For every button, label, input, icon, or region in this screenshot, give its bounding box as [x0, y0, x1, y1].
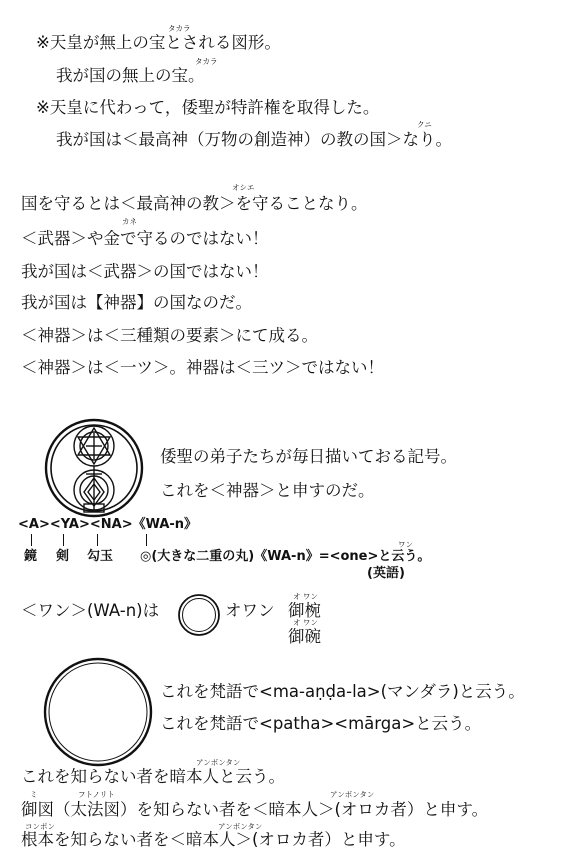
ruby-futonorito: フトノリト — [78, 790, 115, 799]
ruby-takara-1: タカラ — [168, 24, 191, 33]
tick-sword — [63, 534, 64, 546]
owan-kanji-2: 御碗 — [288, 627, 321, 646]
line-4: 我が国は＜最高神（万物の創造神）の教の国＞なり。 — [56, 130, 452, 149]
owan-kanji-1: 御椀 — [288, 601, 321, 620]
ruby-mi: ミ — [30, 790, 38, 799]
sacred-sounds: <A><YA><NA>《WA-n》 — [18, 517, 198, 532]
line-11: 倭聖の弟子たちが毎日描いておる記号。 — [160, 447, 457, 466]
ruby-wan: ワン — [398, 540, 413, 549]
tick-mirror — [31, 534, 32, 546]
line-8: 我が国は【神器】の国なのだ。 — [21, 293, 252, 312]
line-13: ＜ワン＞(WA-n)は — [21, 601, 160, 620]
ruby-takara-2: タカラ — [195, 57, 218, 66]
ruby-kuni: クニ — [417, 120, 432, 129]
ruby-anbontan-2: アンボンタン — [330, 790, 375, 799]
line-18: 根本を知らない者を＜暗本人＞(オロカ者）と申す。 — [21, 830, 406, 849]
ruby-owan-1: オ ワン — [293, 592, 318, 601]
ruby-kane: カネ — [122, 217, 137, 226]
sacred-symbol-figure — [44, 408, 144, 528]
circle-description: ◎(大きな二重の丸)《WA-n》=<one>と云う。 — [140, 549, 431, 564]
line-14: これを梵語で<ma-aṇḍa-la>(マンダラ)と云う。 — [160, 682, 525, 701]
owan-katakana: オワン — [225, 601, 275, 620]
line-15: これを梵語で<patha><mārga>と云う。 — [160, 714, 482, 733]
mirror-label: 鏡 — [24, 549, 38, 564]
tick-circle — [146, 534, 147, 546]
line-10: ＜神器＞は＜一ツ＞。神器は＜三ツ＞ではない！ — [21, 358, 384, 377]
line-17: 御図（太法図）を知らない者を＜暗本人＞(オロカ者）と申す。 — [21, 800, 489, 819]
ruby-anbontan-1: アンボンタン — [196, 758, 241, 767]
tick-jewel — [97, 534, 98, 546]
jewel-label: 勾玉 — [87, 549, 114, 564]
line-2: 我が国の無上の宝。 — [56, 66, 205, 85]
mandala-circle-icon — [42, 656, 154, 768]
ruby-konpon: コンポン — [25, 822, 55, 831]
ruby-oshie: オシエ — [232, 183, 255, 192]
eigo-label: (英語) — [367, 566, 405, 581]
line-6: ＜武器＞や金で守るのではない！ — [21, 229, 269, 248]
line-16: これを知らない者を暗本人と云う。 — [21, 767, 285, 786]
line-9: ＜神器＞は＜三種類の要素＞にて成る。 — [21, 326, 318, 345]
line-5: 国を守るとは＜最高神の教＞を守ることなり。 — [21, 194, 368, 213]
line-7: 我が国は＜武器＞の国ではない！ — [21, 262, 269, 281]
ruby-anbontan-3: アンボンタン — [218, 822, 263, 831]
line-1: ※天皇が無上の宝とされる図形。 — [36, 33, 281, 52]
line-12: これを＜神器＞と申すのだ。 — [160, 481, 375, 500]
wan-circle-icon — [177, 593, 221, 637]
sword-label: 剣 — [56, 549, 70, 564]
line-3: ※天皇に代わって，倭聖が特許権を取得した。 — [36, 98, 380, 117]
ruby-owan-2: オ ワン — [293, 618, 318, 627]
